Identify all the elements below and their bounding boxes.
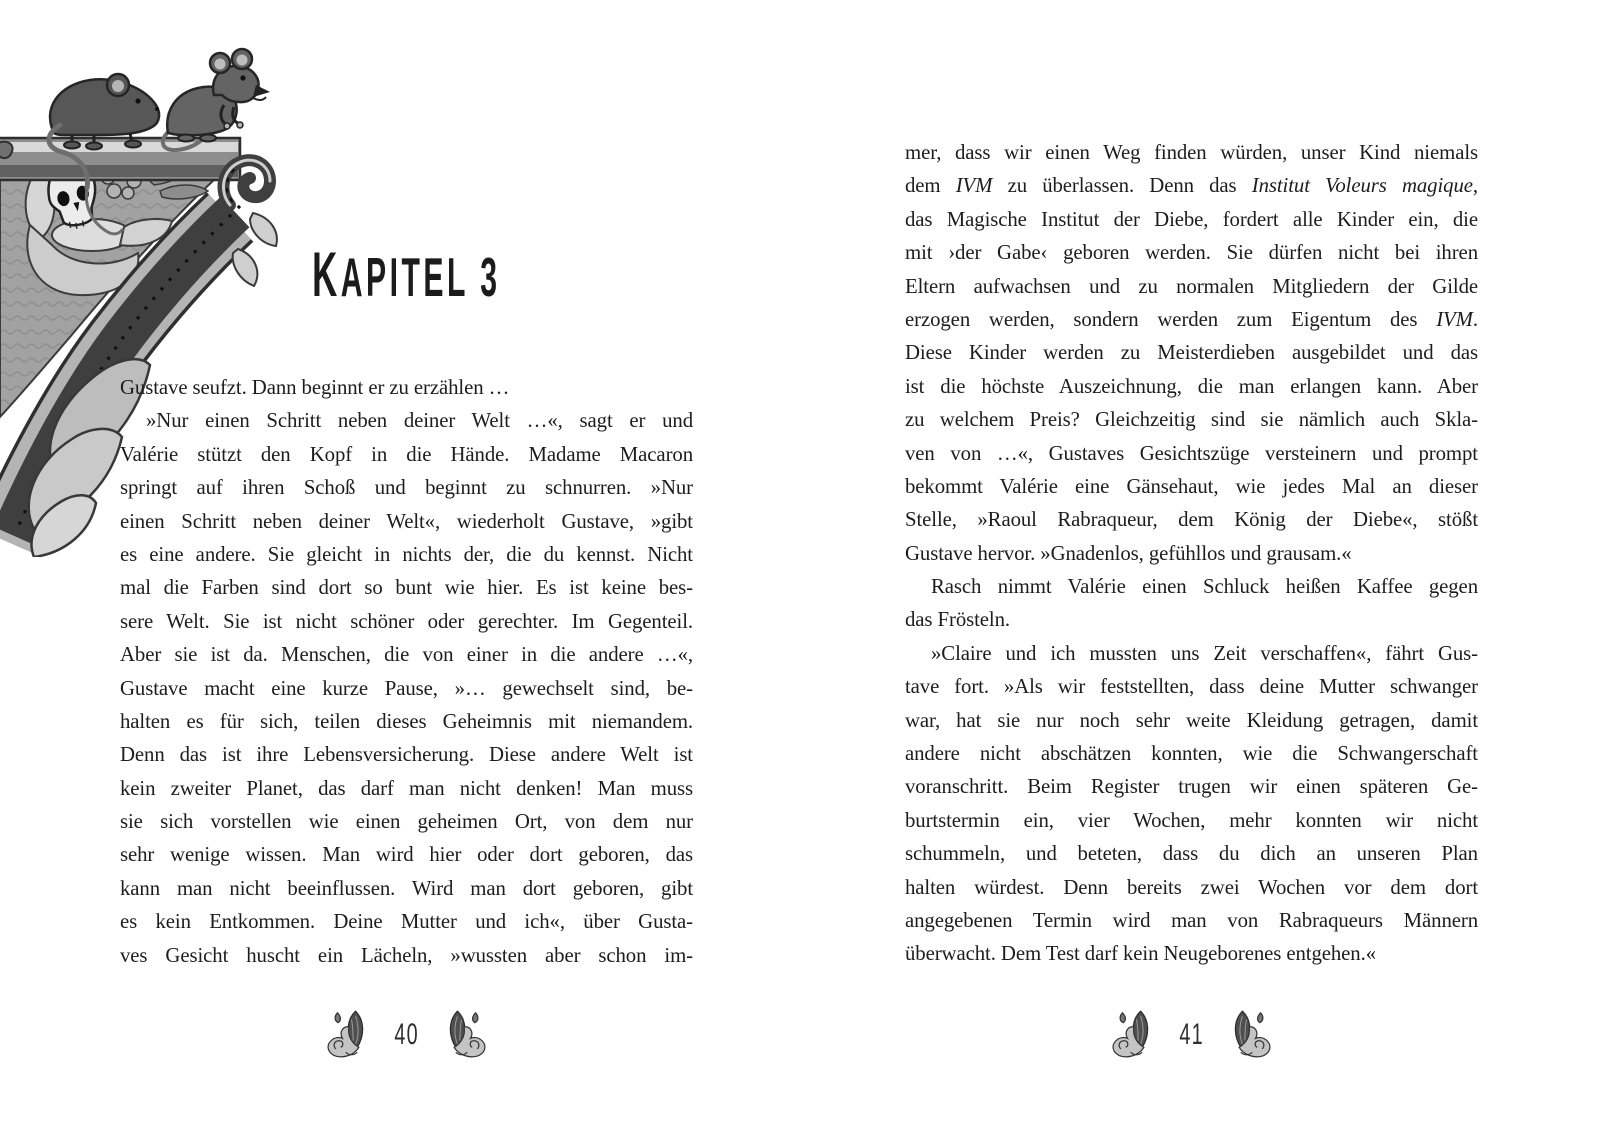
page-number: 40 (394, 1018, 419, 1051)
leaf-ornament-icon (441, 1009, 487, 1061)
left-text-column (120, 371, 693, 972)
text-line: sere Welt. Sie ist nicht schöner oder gerechter. Im Gegenteil. (120, 609, 693, 633)
text-line: ves Gesicht huscht ein Lächeln, »wussten aber schon im- (120, 943, 693, 967)
text-line: Stelle, »Raoul Rabraqueur, dem König der Diebe«, stößt (905, 508, 1478, 532)
text-line: springt auf ihren Schoß und beginnt zu schnurren. »Nur (120, 476, 693, 500)
text-line: schummeln, und beteten, dass du dich an unseren Plan (905, 842, 1478, 866)
text-line: einen Schritt neben deiner Welt«, wiederholt Gustave, »gibt (120, 509, 693, 533)
text-line: halten würdest. Denn bereits zwei Wochen vor dem dort (905, 875, 1478, 899)
text-line: Gustave seufzt. Dann beginnt er zu erzählen … (120, 376, 510, 399)
frame-ledge (0, 138, 240, 180)
text-line: überwacht. Dem Test darf kein Neugeborenes entgehen.« (905, 942, 1377, 966)
text-line: tave fort. »Als wir feststellten, dass deine Mutter schwanger (905, 675, 1478, 699)
text-line: sie sich vorstellen wie einen geheimen Ort, von dem nur (120, 810, 693, 834)
leaf-ornament-icon (326, 1009, 372, 1061)
text-line: ist die höchste Auszeichnung, die man erlangen kann. Aber (905, 374, 1478, 398)
chapter-heading (120, 240, 693, 310)
text-line: das Frösteln. (905, 608, 1010, 632)
left-page-footer (120, 1006, 693, 1064)
text-line: sehr wenige wissen. Man wird hier oder dort geboren, das (120, 843, 693, 867)
text-line: es kein Entkommen. Deine Mutter und ich«, über Gusta- (120, 910, 693, 934)
volute-spiral (223, 160, 270, 205)
text-line: kein zweiter Planet, das darf man nicht denken! Man muss (120, 776, 693, 800)
right-page-footer (905, 1006, 1478, 1064)
right-text-column (905, 136, 1478, 971)
text-line: ven von …«, Gustaves Gesichtszüge versteinern und prompt (905, 441, 1478, 465)
text-line: Diese Kinder werden zu Meisterdieben ausgebildet und das (905, 341, 1478, 365)
text-line: es eine andere. Sie gleicht in nichts der, die du kennst. Nicht (120, 542, 693, 566)
text-line: Denn das ist ihre Lebensversicherung. Diese andere Welt ist (120, 743, 693, 767)
mouse-right (163, 49, 270, 150)
text-line: Gustave macht eine kurze Pause, »… gewechselt sind, be- (120, 676, 693, 700)
page-number: 41 (1179, 1018, 1204, 1051)
chapter-heading-text: KAPITEL 3 (312, 239, 501, 310)
text-line: mer, dass wir einen Weg finden würden, unser Kind niemals (905, 141, 1478, 164)
text-line: burtstermin ein, vier Wochen, mehr konnten wir nicht (905, 808, 1478, 832)
text-line: Rasch nimmt Valérie einen Schluck heißen Kaffee gegen (931, 575, 1478, 599)
text-line: war, hat sie nur noch sehr weite Kleidung getragen, damit (905, 708, 1478, 732)
text-line: mit ›der Gabe‹ geboren werden. Sie dürfen nicht bei ihren (905, 241, 1478, 265)
text-line: kann man nicht beeinflussen. Wird man dort geboren, gibt (120, 876, 693, 900)
text-line: Valérie stützt den Kopf in die Hände. Madame Macaron (120, 442, 693, 466)
text-line: zu welchem Preis? Gleichzeitig sind sie nämlich auch Skla- (905, 408, 1478, 432)
text-line: das Magische Institut der Diebe, fordert alle Kinder ein, die (905, 207, 1478, 231)
leaf-ornament-icon (1226, 1009, 1272, 1061)
text-line: erzogen werden, sondern werden zum Eigentum des IVM. (905, 307, 1478, 331)
text-line: mal die Farben sind dort so bunt wie hier. Es ist keine bes- (120, 576, 693, 600)
text-line: andere nicht abschätzen konnten, wie die Schwangerschaft (905, 742, 1478, 766)
leaf-ornament-icon (1111, 1009, 1157, 1061)
text-line: dem IVM zu überlassen. Denn das Institut Voleurs magique, (905, 174, 1478, 198)
text-line: bekommt Valérie eine Gänsehaut, wie jedes Mal an dieser (905, 474, 1478, 498)
text-line: Eltern aufwachsen und zu normalen Mitgliedern der Gilde (905, 274, 1478, 298)
text-line: Gustave hervor. »Gnadenlos, gefühllos und grausam.« (905, 541, 1352, 565)
text-line: »Nur einen Schritt neben deiner Welt …«, sagt er und (146, 409, 693, 433)
text-line: »Claire und ich mussten uns Zeit verschaffen«, fährt Gus- (931, 641, 1478, 665)
text-line: voranschritt. Beim Register trugen wir einen späteren Ge- (905, 775, 1478, 799)
text-line: angegebenen Termin wird man von Rabraqueurs Männern (905, 908, 1478, 932)
text-line: Aber sie ist da. Menschen, die von einer in die andere …«, (120, 643, 693, 667)
text-line: halten es für sich, teilen dieses Geheimnis mit niemandem. (120, 709, 693, 733)
